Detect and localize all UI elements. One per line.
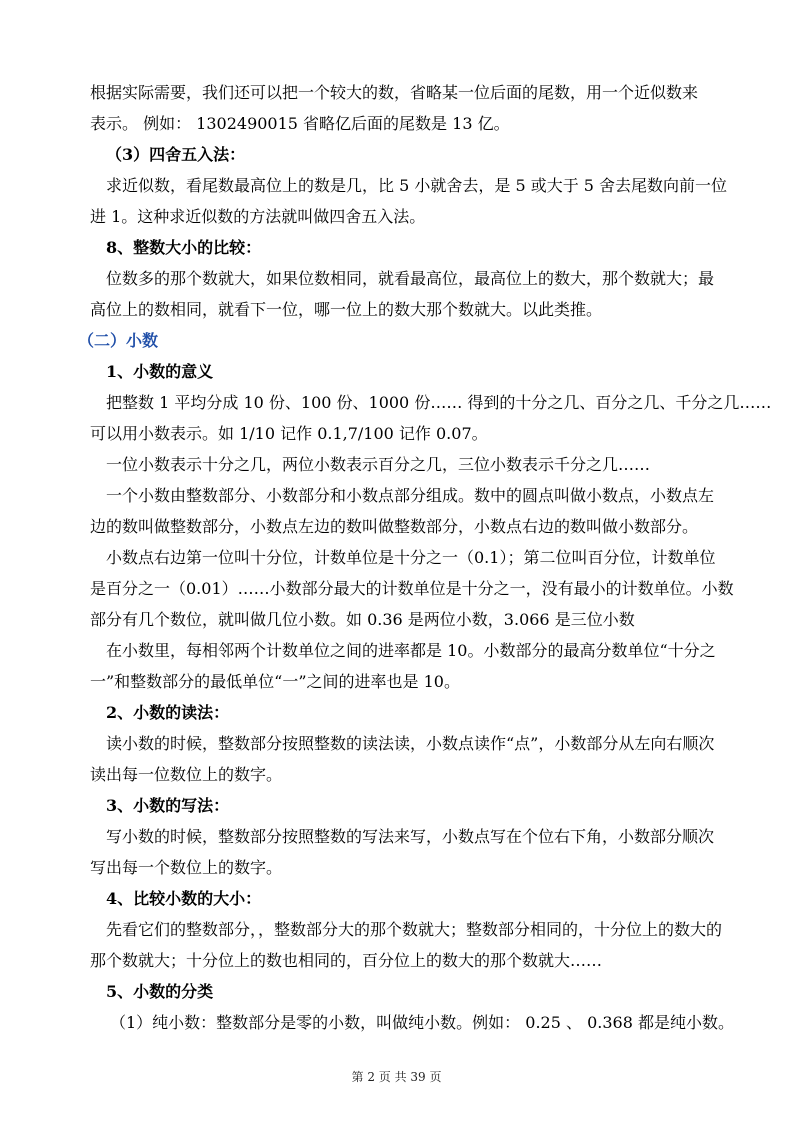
paragraph-line: 在小数里，每相邻两个计数单位之间的进率都是 10。小数部分的最高分数单位“十分之 (106, 641, 716, 660)
paragraph-line: 表示。 例如： 1302490015 省略亿后面的尾数是 13 亿。 (90, 114, 510, 133)
section-heading-decimals: （二）小数 (78, 331, 159, 350)
paragraph-line: 部分有几个数位，就叫做几位小数。如 0.36 是两位小数，3.066 是三位小数 (90, 610, 635, 629)
heading-decimal-classification: 5、小数的分类 (106, 982, 214, 1001)
heading-decimal-meaning: 1、小数的意义 (106, 362, 214, 381)
paragraph-line: 根据实际需要，我们还可以把一个较大的数，省略某一位后面的尾数，用一个近似数来 (90, 83, 699, 102)
heading-decimal-writing: 3、小数的写法： (106, 796, 230, 815)
subheading-rounding: （3）四舍五入法： (106, 145, 246, 164)
paragraph-line: （1）纯小数：整数部分是零的小数，叫做纯小数。例如： 0.25 、 0.368 都是纯小数。 (110, 1013, 734, 1032)
paragraph-line: 一位小数表示十分之几，两位小数表示百分之几，三位小数表示千分之几…… (106, 455, 651, 474)
paragraph-line: 读小数的时候，整数部分按照整数的读法读，小数点读作“点”，小数部分从左向右顺次 (106, 734, 715, 753)
paragraph-line: 写小数的时候，整数部分按照整数的写法来写，小数点写在个位右下角，小数部分顺次 (106, 827, 715, 846)
page-footer: 第 2 页 共 39 页 (351, 1070, 442, 1084)
paragraph-line: 小数点右边第一位叫十分位，计数单位是十分之一（0.1）；第二位叫百分位，计数单位 (106, 548, 716, 567)
heading-decimal-reading: 2、小数的读法： (106, 703, 230, 722)
paragraph-line: 可以用小数表示。如 1/10 记作 0.1,7/100 记作 0.07。 (90, 424, 488, 443)
heading-decimal-compare: 4、比较小数的大小： (106, 889, 262, 908)
paragraph-line: 边的数叫做整数部分，小数点左边的数叫做整数部分，小数点右边的数叫做小数部分。 (90, 517, 699, 536)
paragraph-line: 那个数就大；十分位上的数也相同的，百分位上的数大的那个数就大…… (90, 951, 603, 970)
paragraph-line: 一”和整数部分的最低单位“一”之间的进率也是 10。 (90, 672, 460, 691)
paragraph-line: 是百分之一（0.01）……小数部分最大的计数单位是十分之一，没有最小的计数单位。小数 (90, 579, 734, 598)
paragraph-line: 把整数 1 平均分成 10 份、100 份、1000 份…… 得到的十分之几、百分之几、千分之几…… (106, 393, 772, 412)
paragraph-line: 写出每一个数位上的数字。 (90, 858, 283, 877)
paragraph-line: 位数多的那个数就大，如果位数相同，就看最高位，最高位上的数大，那个数就大；最 (106, 269, 715, 288)
paragraph-line: 先看它们的整数部分，，整数部分大的那个数就大；整数部分相同的，十分位上的数大的 (106, 920, 723, 939)
paragraph-line: 求近似数，看尾数最高位上的数是几，比 5 小就舍去，是 5 或大于 5 舍去尾数向前一位 (106, 176, 728, 195)
paragraph-line: 进 1。这种求近似数的方法就叫做四舍五入法。 (90, 207, 426, 226)
paragraph-line: 一个小数由整数部分、小数部分和小数点部分组成。数中的圆点叫做小数点，小数点左 (106, 486, 715, 505)
paragraph-line: 读出每一位数位上的数字。 (90, 765, 283, 784)
paragraph-line: 高位上的数相同，就看下一位，哪一位上的数大那个数就大。以此类推。 (90, 300, 603, 319)
heading-integer-compare: 8、整数大小的比较： (106, 238, 262, 257)
